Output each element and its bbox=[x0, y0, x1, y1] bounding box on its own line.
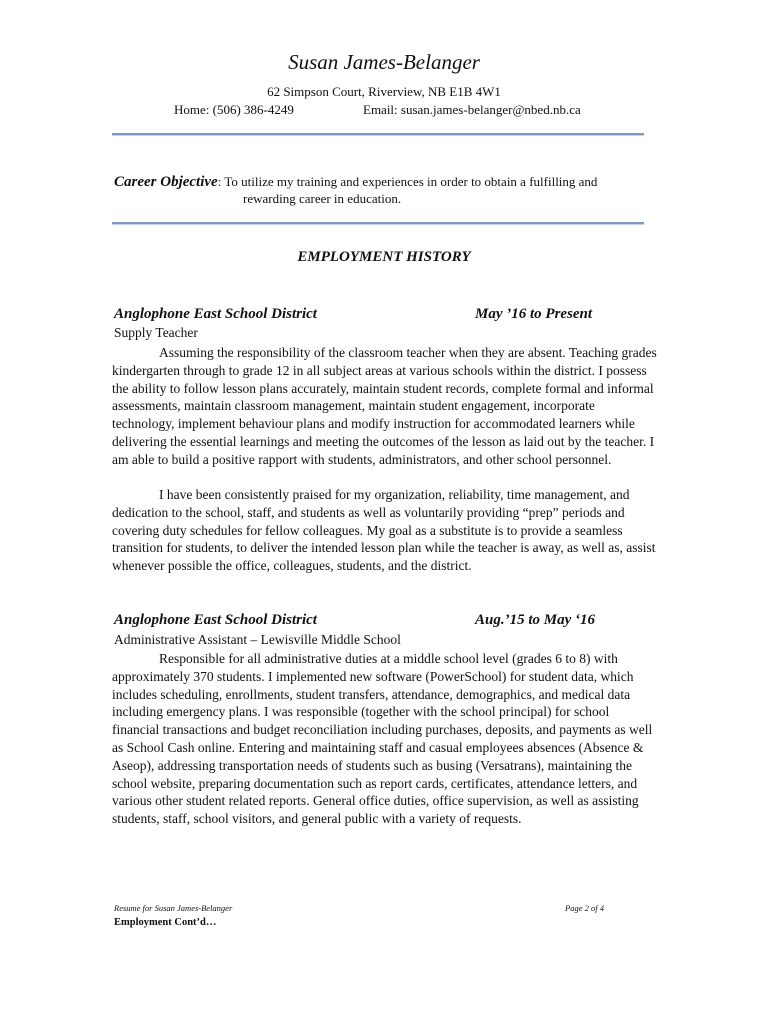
job-title: Administrative Assistant – Lewisville Middle School bbox=[114, 632, 401, 647]
header-divider bbox=[112, 133, 644, 136]
objective-label: Career Objective bbox=[114, 174, 218, 190]
objective-text-line1: : To utilize my training and experiences in order to obtain a fulfilling and bbox=[217, 174, 598, 189]
candidate-name: Susan James-Belanger bbox=[288, 50, 480, 74]
job-title: Supply Teacher bbox=[114, 325, 198, 340]
objective-divider bbox=[112, 222, 644, 225]
career-objective bbox=[114, 174, 654, 207]
objective-text-line2: rewarding career in education. bbox=[243, 191, 402, 206]
job-description-paragraph: Assuming the responsibility of the classroom teacher when they are absent. Teaching grades kindergarten through to grade 12 in all subject areas at various schools within the district. I possess the ability to follow lesson plans accurately, maintain student records, complete formal and informal assessments, maintain classroom management, maintain student engagement, incorporate technology, implement behaviour plans and modify instruction for accommodated learners while delivering the essential learnings and meeting the outcomes of the lesson as laid out by the teacher. I am able to build a positive rapport with students, administrators, and other school personnel. bbox=[112, 345, 657, 467]
job-description-paragraph: Responsible for all administrative duties at a middle school level (grades 6 to 8) with approximately 370 students. I implemented new software (PowerSchool) for student data, which includes scheduling, enrollments, student transfers, attendance, demographics, and medical data including emergency plans. I was responsible (together with the school principal) for school financial transactions and budget reconciliation including purchases, deposits, and payments as well as School Cash online. Entering and maintaining staff and casual employees absences (Absence & Aseop), addressing transportation needs of students such as busing (Versatrans), maintaining the school website, preparing documentation such as report cards, certificates, attendance letters, and various other student related reports. General office duties, office supervision, as well as assisting students, staff, school visitors, and general public with a variety of requests. bbox=[112, 651, 653, 827]
employment-dates: Aug.’15 to May ‘16 bbox=[475, 612, 595, 628]
footer-document-title: Resume for Susan James-Belanger bbox=[114, 903, 233, 913]
employment-dates: May ’16 to Present bbox=[475, 306, 593, 322]
employer-name: Anglophone East School District bbox=[114, 612, 317, 628]
footer-page-number: Page 2 of 4 bbox=[565, 903, 604, 913]
job-description-paragraph: I have been consistently praised for my organization, reliability, time management, and dedication to the school, staff, and students as well as voluntarily providing “prep” periods and covering duty schedules for fellow colleagues. My goal as a substitute is to provide a seamless transition for students, to deliver the intended lesson plan while the teacher is away, as well as, assist whenever possible the office, colleagues, students, and the district. bbox=[112, 487, 656, 574]
address-line: 62 Simpson Court, Riverview, NB E1B 4W1 bbox=[267, 84, 501, 99]
home-phone: Home: (506) 386-4249 bbox=[174, 102, 294, 117]
email-address: Email: susan.james-belanger@nbed.nb.ca bbox=[363, 102, 581, 117]
section-title: EMPLOYMENT HISTORY bbox=[297, 249, 471, 265]
continued-heading: Employment Cont’d… bbox=[114, 917, 217, 928]
employer-name: Anglophone East School District bbox=[114, 306, 317, 322]
